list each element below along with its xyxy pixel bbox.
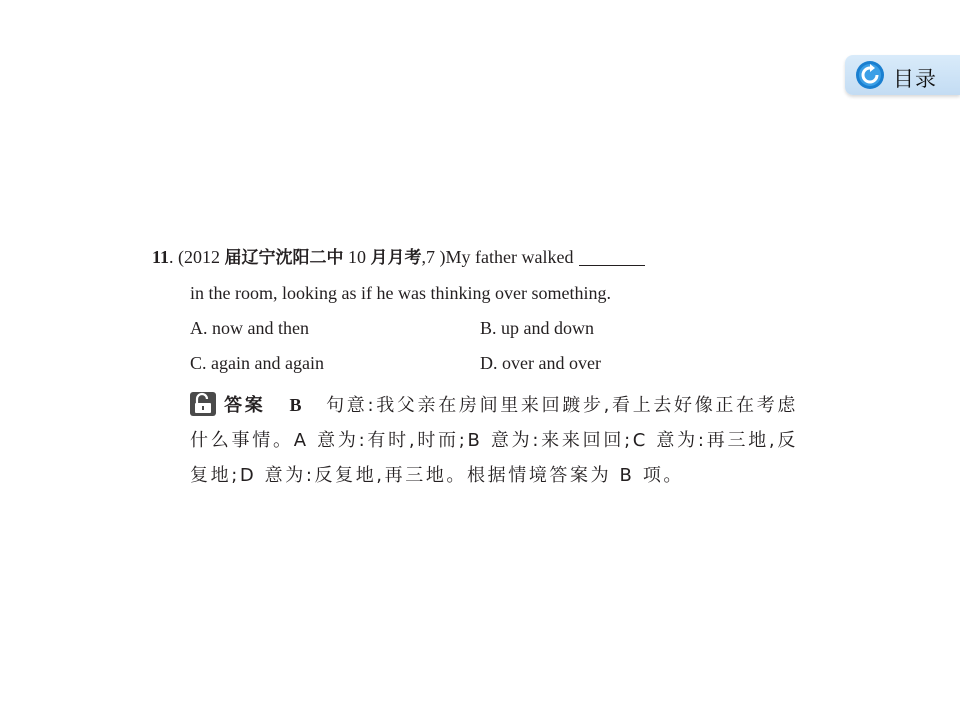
option-b: B. up and down <box>480 318 594 338</box>
toc-button[interactable] <box>845 55 960 95</box>
lock-open-icon <box>190 392 216 416</box>
stem-text-1: My father walked <box>445 247 574 267</box>
options-row-1 <box>152 311 802 346</box>
options-row-2 <box>152 346 802 381</box>
answer-block <box>190 388 798 493</box>
stem-text-2: in the room, looking as if he was thinking over something. <box>190 283 611 303</box>
answer-blank <box>579 245 645 266</box>
source-exam: 月月考 <box>370 248 422 268</box>
source-school: 届辽宁沈阳二中 <box>224 248 344 268</box>
option-a: A. now and then <box>190 318 309 338</box>
refresh-circle-icon <box>855 60 885 90</box>
source-open: . (2012 <box>169 247 225 267</box>
source-close: ,7 ) <box>421 247 446 267</box>
question-block <box>152 240 802 381</box>
answer-label: 答案 <box>224 395 266 416</box>
option-c: C. again and again <box>190 353 324 373</box>
toc-label: 目录 <box>893 67 937 91</box>
answer-letter: B <box>289 395 305 415</box>
question-number: 11 <box>152 247 170 267</box>
answer-explanation: 句意:我父亲在房间里来回踱步,看上去好像正在考虑什么事情。A 意为:有时,时而;B 意为:来来回回;C 意为:再三地,反复地;D 意为:反复地,再三地。根据情境答案为 B 项。 <box>190 395 799 486</box>
option-d: D. over and over <box>480 353 601 373</box>
source-month: 10 <box>343 247 371 267</box>
question-stem-line1 <box>152 240 802 276</box>
